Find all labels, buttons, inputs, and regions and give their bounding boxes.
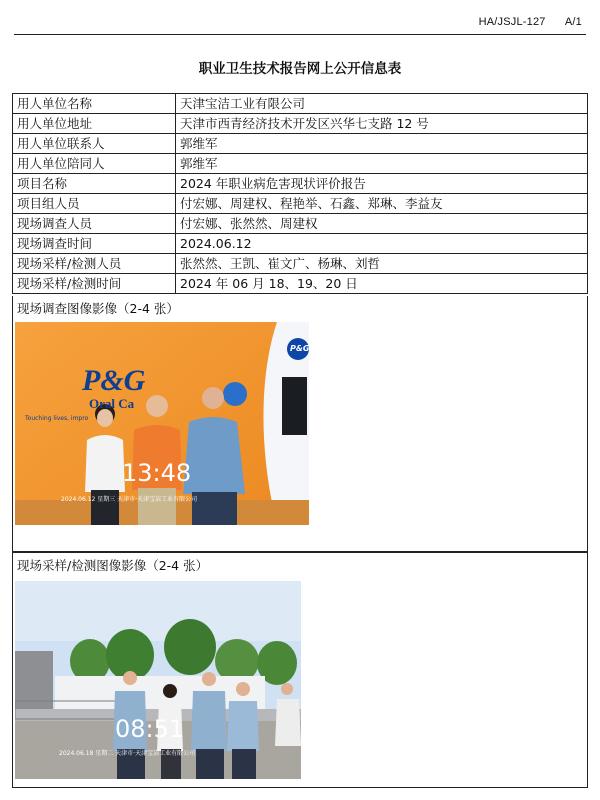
row-label: 项目组人员 <box>13 194 176 214</box>
row-value: 天津宝洁工业有限公司 <box>176 94 588 114</box>
pg-small-logo: P&G <box>290 344 309 353</box>
survey-photo-section <box>12 296 588 552</box>
row-label: 现场采样/检测人员 <box>13 254 176 274</box>
document-code <box>479 16 582 28</box>
photo-time-stamp: 13:48 <box>122 459 192 487</box>
row-label: 项目名称 <box>13 174 176 194</box>
table-row <box>13 274 588 294</box>
row-label: 现场调查人员 <box>13 214 176 234</box>
table-row <box>13 194 588 214</box>
row-label: 现场调查时间 <box>13 234 176 254</box>
row-label: 用人单位名称 <box>13 94 176 114</box>
table-row <box>13 174 588 194</box>
survey-photo-caption: 现场调查图像影像（2-4 张） <box>17 301 179 316</box>
photo-time-stamp: 08:51 <box>115 715 185 743</box>
row-value: 2024 年职业病危害现状评价报告 <box>176 174 588 194</box>
pg-slogan: Touching lives, impro <box>25 415 89 422</box>
header-rule <box>14 34 586 35</box>
sampling-photo <box>15 581 301 779</box>
row-value: 2024.06.12 <box>176 234 588 254</box>
sampling-photo-section <box>12 552 588 788</box>
row-value: 天津市西青经济技术开发区兴华七支路 12 号 <box>176 114 588 134</box>
survey-photo <box>15 322 309 525</box>
table-row <box>13 234 588 254</box>
info-table <box>12 93 588 294</box>
table-row <box>13 134 588 154</box>
table-row <box>13 94 588 114</box>
table-row <box>13 154 588 174</box>
pg-logo-subtext: Oral Ca <box>89 396 135 411</box>
table-row <box>13 214 588 234</box>
pg-logo-text: P&G <box>82 364 146 397</box>
table-row <box>13 114 588 134</box>
row-value: 郭维军 <box>176 154 588 174</box>
photo-location-stamp: 2024.06.18 星期二 天津市·天津宝洁工业有限公司 <box>59 750 196 757</box>
table-row <box>13 254 588 274</box>
row-value: 付宏娜、张然然、周建权 <box>176 214 588 234</box>
photo-location-stamp: 2024.06.12 星期三 天津市·天津宝洁工业有限公司 <box>61 496 198 503</box>
row-label: 用人单位联系人 <box>13 134 176 154</box>
page-title: 职业卫生技术报告网上公开信息表 <box>198 61 402 77</box>
row-label: 现场采样/检测时间 <box>13 274 176 294</box>
row-value: 郭维军 <box>176 134 588 154</box>
row-value: 张然然、王凯、崔文广、杨琳、刘哲 <box>176 254 588 274</box>
page-indicator: A/1 <box>564 16 582 28</box>
row-value: 2024 年 06 月 18、19、20 日 <box>176 274 588 294</box>
row-label: 用人单位陪同人 <box>13 154 176 174</box>
row-label: 用人单位地址 <box>13 114 176 134</box>
row-value: 付宏娜、周建权、程艳举、石鑫、郑琳、李益友 <box>176 194 588 214</box>
sampling-photo-caption: 现场采样/检测图像影像（2-4 张） <box>17 558 209 573</box>
document-number: HA/JSJL-127 <box>478 16 546 28</box>
